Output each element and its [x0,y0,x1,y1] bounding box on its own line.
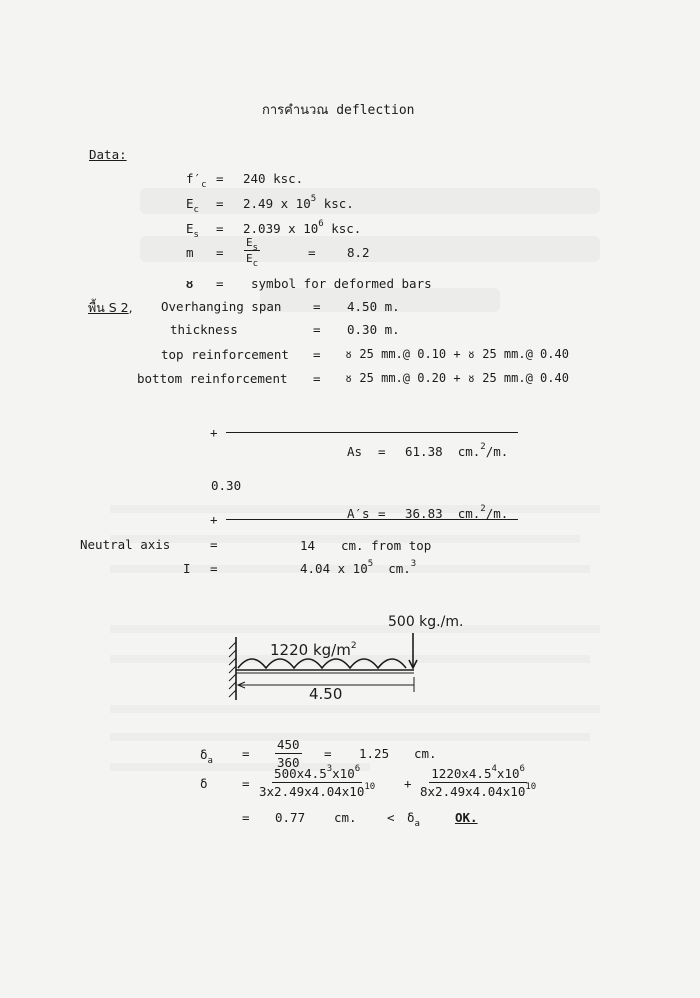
span-label: Overhanging span [161,299,282,314]
neutral-axis-value: 14 [300,538,316,553]
fc-eq: = [216,171,224,186]
ec-eq: = [216,196,224,211]
inertia-eq: = [210,561,218,576]
slab-label: พื้น S 2, [88,300,133,315]
result-lt: < [387,810,395,825]
delta-a-sym: $\delta_a$ [200,747,213,766]
span-eq: = [313,299,321,314]
inertia-value: 4.04 x $10^5$ cm.$^3$ [300,559,417,576]
m-sym: m [186,245,194,260]
m-eq2: = [308,245,316,260]
delta-a-value: 1.25 [359,746,390,761]
page-title: การคำนวณ deflection [262,103,415,118]
bottom-reinf-label: bottom reinforcement [137,371,288,386]
es-sym: $E_s$ [186,221,199,240]
m-eq: = [216,245,224,260]
point-load-label: 500 kg./m. [388,614,464,630]
delta-a-fraction: $\frac{450}{360}$ [277,737,300,770]
m-value: 8.2 [347,245,370,260]
section-line-bottom [226,519,518,520]
as-label: As [347,444,363,459]
result-value: 0.77 [275,810,306,825]
ec-sym: $E_c$ [186,196,199,215]
delta-term1-fraction: $\frac{500x4.5^3x10^6}{3x2.49x4.04x10^{10}}$ [259,764,376,799]
bottom-reinf-value: ᴕ 25 mm.@ 0.20 + ᴕ 25 mm.@ 0.40 [345,371,569,385]
delta-plus: + [404,776,412,791]
data-heading: Data: [89,147,127,162]
thickness-value: 0.30 m. [347,322,400,337]
span-dimension-label: 4.50 [309,685,343,703]
top-reinf-eq: = [313,347,321,362]
ec-value: 2.49 x $10^5$ ksc. [243,194,354,211]
neutral-axis-eq: = [210,537,218,552]
m-fraction: $\frac{E_s}{E_c}$ [246,236,259,269]
bottom-reinf-eq: = [313,371,321,386]
neutral-axis-unit: cm. from top [341,538,432,553]
asp-label: A′s [347,506,370,521]
thickness-label: thickness [170,322,238,337]
delta-a-unit: cm. [414,746,437,761]
delta-eq: = [242,776,250,791]
distributed-load-label: 1220 $kg/m^2$ [270,641,357,659]
result-compare: $\delta_a$ [407,810,420,829]
result-eq: = [242,810,250,825]
delta-term2-fraction: $\frac{1220x4.5^4x10^6}{8x2.49x4.04x10^{10}}$ [420,764,537,799]
bar-eq: = [216,276,224,291]
bar-symbol: ᴕ [186,276,194,291]
section-plus-bottom: + [210,512,218,527]
fc-row: $f'_c$ [186,171,207,190]
result-unit: cm. [334,810,357,825]
result-ok: OK. [455,810,478,825]
section-depth: 0.30 [211,478,242,493]
inertia-sym: I [183,561,191,576]
section-plus-top: + [210,425,218,440]
top-reinf-value: ᴕ 25 mm.@ 0.10 + ᴕ 25 mm.@ 0.40 [345,347,569,361]
as-eq: = [378,444,386,459]
bar-description: symbol for deformed bars [251,276,432,291]
span-value: 4.50 m. [347,299,400,314]
delta-a-eq2: = [324,746,332,761]
es-eq: = [216,221,224,236]
thickness-eq: = [313,322,321,337]
delta-sym: δ [200,776,208,791]
neutral-axis-label: Neutral axis [80,537,171,552]
asp-value: 36.83 cm.$^2$/m. [405,504,509,521]
section-line-top [226,432,518,433]
as-value: 61.38 cm.$^2$/m. [405,442,509,459]
delta-a-eq: = [242,746,250,761]
es-value: 2.039 x $10^6$ ksc. [243,219,362,236]
top-reinf-label: top reinforcement [161,347,289,362]
asp-eq: = [378,506,386,521]
fc-value: 240 ksc. [243,171,304,186]
